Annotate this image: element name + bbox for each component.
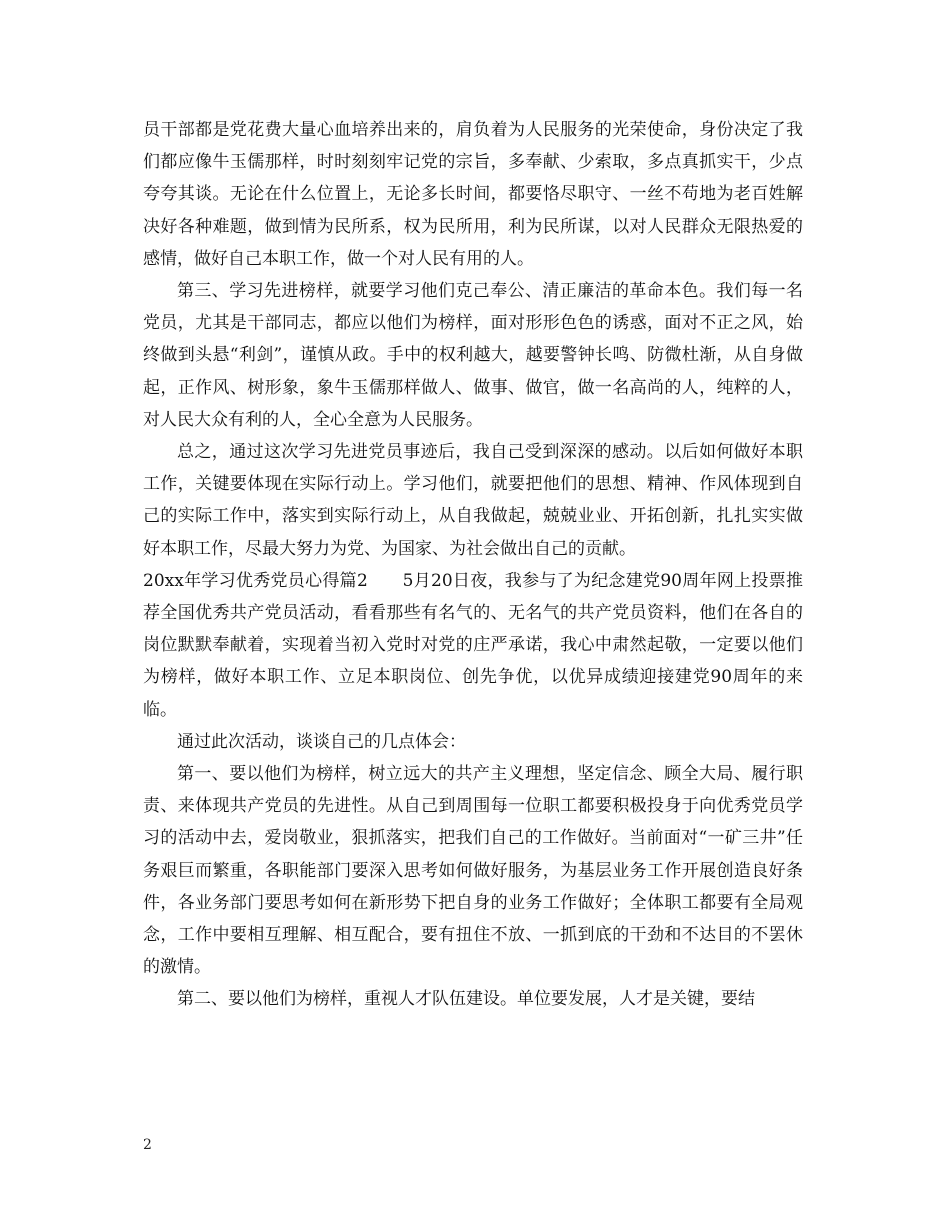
paragraph-1: 员干部都是党花费大量心血培养出来的，肩负着为人民服务的光荣使命，身份决定了我们都应像牛玉儒那样，时时刻刻牢记党的宗旨，多奉献、少索取，多点真抓实干，少点夸夸其谈。无论在什么位置上，无论多长时间，都要恪尽职守、一丝不苟地为老百姓解决好各种难题，做到情为民所系，权为民所用，利为民所谋，以对人民群众无限热爱的感情，做好自己本职工作，做一个对人民有用的人。 — [143, 120, 803, 269]
page-number: 2 — [143, 1137, 152, 1153]
paragraph-2: 第三、学习先进榜样，就要学习他们克己奉公、清正廉洁的革命本色。我们每一名党员，尤其是干部同志，都应以他们为榜样，面对形形色色的诱惑，面对不正之风，始终做到头悬“利剑”，谨慎从政。手中的权利越大，越要警钟长鸣、防微杜渐，从自身做起，正作风、树形象，象牛玉儒那样做人、做事、做官，做一名高尚的人，纯粹的人，对人民大众有利的人，全心全意为人民服务。 — [143, 281, 803, 430]
paragraph-4: 20xx年学习优秀党员心得篇2 5月20日夜，我参与了为纪念建党90周年网上投票推荐全国优秀共产党员活动，看看那些有名气的、无名气的共产党员资料，他们在各自的岗位默默奉献着，实现着当初入党时对党的庄严承诺，我心中肃然起敬，一定要以他们为榜样，做好本职工作、立足本职岗位、创先争优，以优异成绩迎接建党90周年的来临。 — [143, 570, 803, 720]
paragraph-5: 通过此次活动，谈谈自己的几点体会： — [177, 731, 466, 752]
paragraph-3: 总之，通过这次学习先进党员事迹后，我自己受到深深的感动。以后如何做好本职工作，关键要体现在实际行动上。学习他们，就要把他们的思想、精神、作风体现到自己的实际工作中，落实到实际行动上，从自我做起，兢兢业业、开拓创新，扎扎实实做好本职工作，尽最大努力为党、为国家、为社会做出自己的贡献。 — [143, 442, 803, 559]
paragraph-7: 第二、要以他们为榜样，重视人才队伍建设。单位要发展，人才是关键，要结 — [177, 989, 755, 1010]
document-body — [143, 114, 803, 1016]
paragraph-6: 第一、要以他们为榜样，树立远大的共产主义理想，坚定信念、顾全大局、履行职责、来体现共产党员的先进性。从自己到周围每一位职工都要积极投身于向优秀党员学习的活动中去，爱岗敬业，狠抓落实，把我们自己的工作做好。当前面对“一矿三井”任务艰巨而繁重，各职能部门要深入思考如何做好服务，为基层业务工作开展创造良好条件，各业务部门要思考如何在新形势下把自身的业务工作做好；全体职工都要有全局观念，工作中要相互理解、相互配合，要有扭住不放、一抓到底的干劲和不达目的不罢休的激情。 — [143, 764, 803, 978]
